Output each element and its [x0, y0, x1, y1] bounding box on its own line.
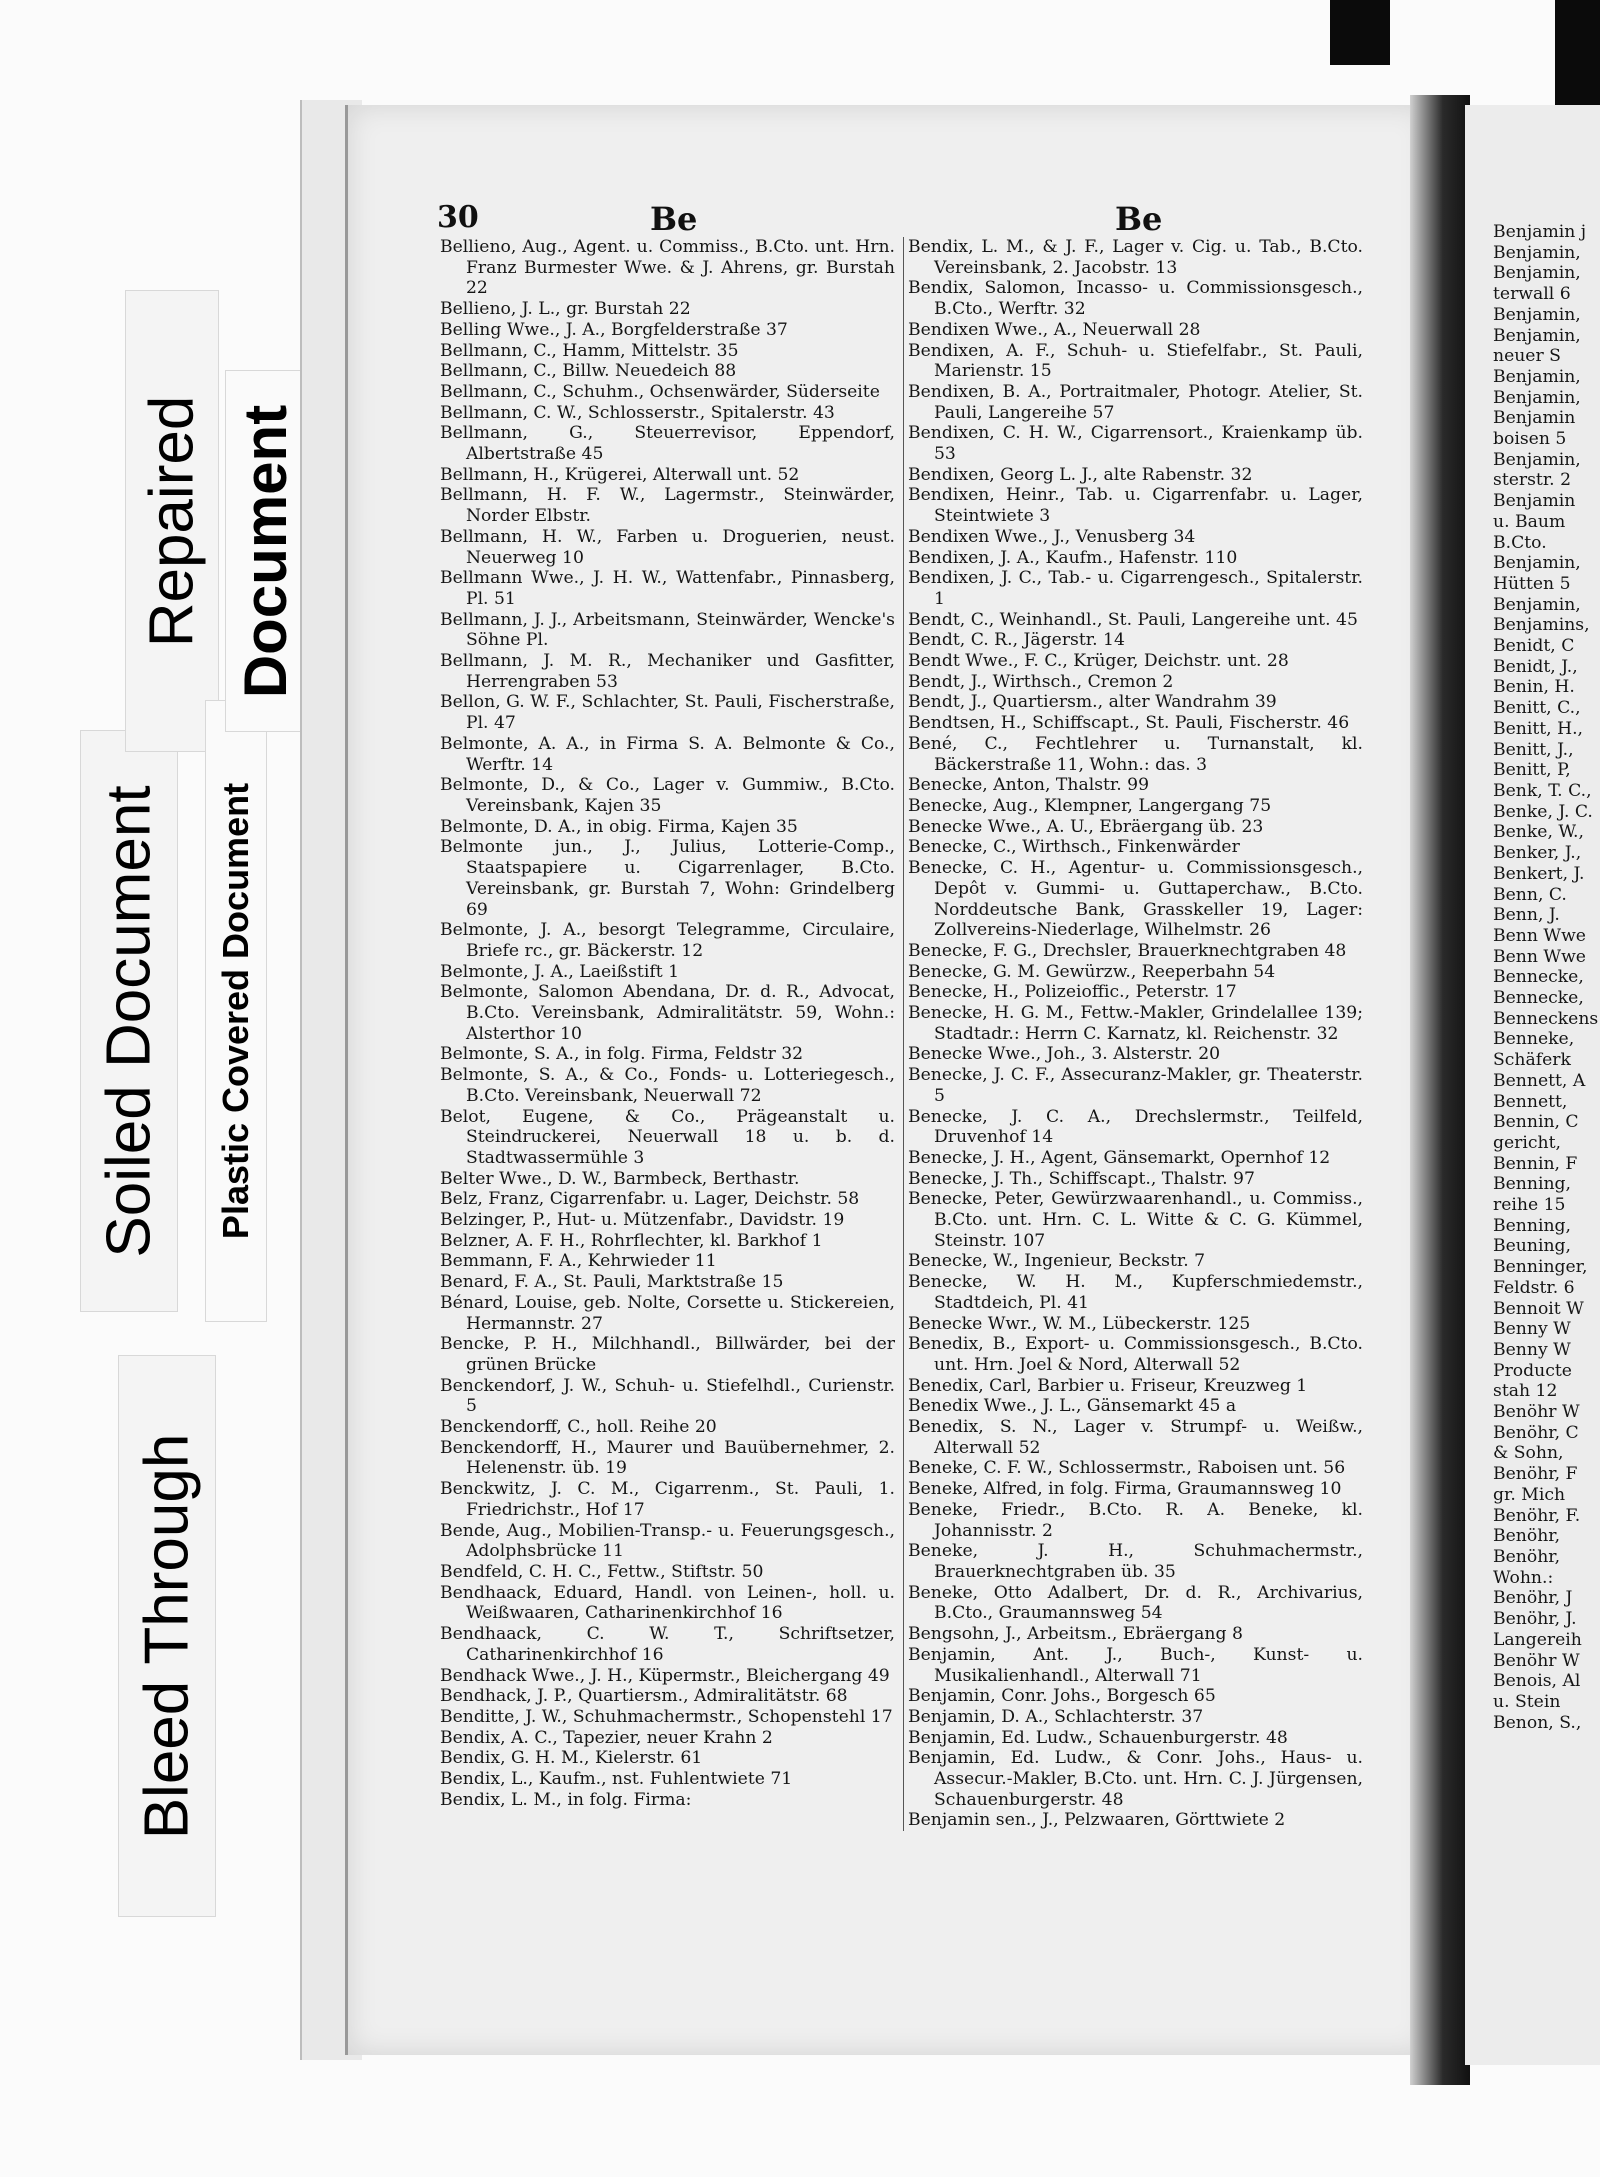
- directory-entry: Benecke Wwe., Joh., 3. Alsterstr. 20: [908, 1044, 1221, 1065]
- scan-shadow-top: [1330, 0, 1390, 65]
- directory-entry: Bellmann, H. F. W., Lagermstr., Steinwärder, Norder Elbstr.: [440, 485, 895, 527]
- directory-entry: Benecke, H. G. M., Fettw.-Makler, Grindelallee 139; Stadtadr.: Herrn C. Karnatz, kl. Reichenstr. 32: [908, 1003, 1363, 1044]
- facing-page-line: Benneckens: [1493, 1008, 1599, 1029]
- directory-entry: Bendixen, Heinr., Tab. u. Cigarrenfabr. u. Lager, Steintwiete 3: [908, 485, 1363, 527]
- directory-entry: Bellmann, C., Schuhm., Ochsenwärder, Süderseite: [440, 381, 880, 402]
- facing-page-line: Bennecke,: [1493, 988, 1584, 1009]
- facing-page-line: Benitt, J.,: [1493, 739, 1574, 760]
- directory-entry: Bendixen, B. A., Portraitmaler, Photogr. Atelier, St. Pauli, Langereihe 57: [908, 381, 1363, 423]
- directory-entry: Bendix, L. M., in folg. Firma:: [440, 1789, 692, 1810]
- directory-entry: Belmonte, Salomon Abendana, Dr. d. R., Advocat, B.Cto. Vereinsbank, Admiralitätstr. 59, Wohn.: Alsterthor 10: [440, 982, 895, 1044]
- facing-page-line: Benjamin j: [1493, 222, 1587, 242]
- directory-entry: Bendix, L., Kaufm., nst. Fuhlentwiete 71: [440, 1769, 793, 1790]
- directory-entry: Bellmann, C., Billw. Neuedeich 88: [440, 361, 737, 382]
- directory-entry: Benecke, J. Th., Schiffscapt., Thalstr. 97: [908, 1168, 1255, 1189]
- left-column-heading: Be: [650, 200, 698, 238]
- directory-entry: Bellieno, J. L., gr. Burstah 22: [440, 299, 691, 320]
- directory-entry: Benckendorf, J. W., Schuh- u. Stiefelhdl., Curienstr. 5: [440, 1375, 895, 1417]
- facing-page-line: Benninger,: [1493, 1257, 1588, 1278]
- directory-entry: Beneke, C. F. W., Schlossermstr., Raboisen unt. 56: [908, 1458, 1346, 1479]
- facing-page-fragments: [1493, 222, 1600, 1733]
- facing-page-line: Benke, J. C.: [1493, 801, 1593, 822]
- facing-page-line: Benöhr, C: [1493, 1422, 1579, 1443]
- plastic-covered-label: [205, 700, 267, 1322]
- facing-page-line: u. Baum: [1493, 511, 1566, 532]
- directory-entry: Benedix Wwe., J. L., Gänsemarkt 45 a: [908, 1396, 1237, 1417]
- facing-page-line: Benjamins,: [1493, 615, 1590, 636]
- facing-page-line: B.Cto.: [1493, 532, 1547, 553]
- directory-entry: Bendixen, Georg L. J., alte Rabenstr. 32: [908, 464, 1253, 485]
- directory-entry: Bellmann, C. W., Schlosserstr., Spitalerstr. 43: [440, 402, 835, 423]
- facing-page-line: Benneke,: [1493, 1029, 1575, 1050]
- facing-page-line: & Sohn,: [1493, 1443, 1564, 1464]
- facing-page-line: Wohn.:: [1493, 1567, 1554, 1588]
- facing-page-line: Benjamin,: [1493, 263, 1581, 284]
- facing-page-line: Benöhr W: [1493, 1650, 1580, 1671]
- directory-entry: Bellmann, G., Steuerrevisor, Eppendorf, Albertstraße 45: [440, 423, 895, 465]
- facing-page-line: Benois, Al: [1493, 1671, 1581, 1692]
- facing-page-line: gericht,: [1493, 1132, 1561, 1153]
- facing-page-line: Benn Wwe: [1493, 946, 1586, 967]
- facing-page-line: Bennin, C: [1493, 1112, 1579, 1133]
- directory-entry: Belmonte, J. A., Laeißstift 1: [440, 961, 680, 982]
- book-gutter: [1410, 95, 1470, 2085]
- page-number: 30: [437, 200, 479, 235]
- facing-page-line: gr. Mich: [1493, 1484, 1566, 1505]
- facing-page-line: Benidt, C: [1493, 636, 1575, 657]
- facing-page-line: Benning,: [1493, 1174, 1571, 1195]
- facing-page-line: Benjamin,: [1493, 366, 1581, 387]
- facing-page-line: Feldstr. 6: [1493, 1277, 1575, 1298]
- directory-entry: Benjamin, Conr. Johs., Borgesch 65: [908, 1686, 1216, 1707]
- directory-entry: Benard, F. A., St. Pauli, Marktstraße 15: [440, 1272, 784, 1293]
- directory-entry: Benecke, J. H., Agent, Gänsemarkt, Opernhof 12: [908, 1147, 1331, 1168]
- facing-page-line: Benon, S.,: [1493, 1712, 1582, 1733]
- facing-page-line: u. Stein: [1493, 1691, 1561, 1712]
- left-column-entries: [440, 237, 895, 1810]
- facing-page-line: Benöhr, J: [1493, 1588, 1573, 1609]
- directory-entry: Beneke, J. H., Schuhmachermstr., Brauerknechtgraben üb. 35: [908, 1541, 1363, 1582]
- directory-entry: Benecke, Anton, Thalstr. 99: [908, 775, 1150, 796]
- facing-page-line: Benning,: [1493, 1215, 1571, 1236]
- right-column-entries: [903, 237, 1363, 1831]
- directory-entry: Bellmann, J. J., Arbeitsmann, Steinwärder, Wencke's Söhne Pl.: [440, 609, 895, 651]
- directory-entry: Benjamin, D. A., Schlachterstr. 37: [908, 1706, 1204, 1727]
- facing-page-line: Benjamin,: [1493, 242, 1581, 263]
- bleed-through-text: Bleed Through: [132, 1433, 202, 1839]
- bleed-through-label: [118, 1355, 216, 1917]
- directory-entry: Bendt, J., Quartiersm., alter Wandrahm 39: [908, 692, 1277, 713]
- directory-entry: Benecke, Aug., Klempner, Langergang 75: [908, 795, 1272, 816]
- facing-page-line: Benker, J.,: [1493, 843, 1582, 864]
- directory-entry: Bendt, J., Wirthsch., Cremon 2: [908, 671, 1174, 692]
- facing-page-line: Benin, H.: [1493, 677, 1575, 698]
- facing-page-line: Bennecke,: [1493, 967, 1584, 988]
- directory-entry: Benckendorff, H., Maurer und Bauübernehmer, 2. Helenenstr. üb. 19: [440, 1437, 895, 1479]
- facing-page-line: Benkert, J.: [1493, 863, 1585, 884]
- directory-entry: Bellmann, H. W., Farben u. Droguerien, neust. Neuerweg 10: [440, 526, 895, 568]
- directory-entry: Benecke, W. H. M., Kupferschmiedemstr., Stadtdeich, Pl. 41: [908, 1272, 1363, 1313]
- directory-entry: Belmonte, A. A., in Firma S. A. Belmonte & Co., Werftr. 14: [440, 733, 895, 775]
- directory-entry: Belot, Eugene, & Co., Prägeanstalt u. Steindruckerei, Neuerwall 18 u. b. d. Stadtwassermühle 3: [440, 1106, 895, 1168]
- facing-page-line: Benjamin,: [1493, 594, 1581, 615]
- directory-entry: Bellon, G. W. F., Schlachter, St. Pauli, Fischerstraße, Pl. 47: [440, 692, 895, 734]
- facing-page-line: Benöhr, J.: [1493, 1609, 1577, 1630]
- directory-entry: Benecke, H., Polizeioffic., Peterstr. 17: [908, 982, 1237, 1003]
- facing-page-line: Benöhr W: [1493, 1402, 1580, 1423]
- facing-page-line: reihe 15: [1493, 1195, 1566, 1216]
- directory-entry: Benecke, C. H., Agentur- u. Commissionsgesch., Depôt v. Gummi- u. Guttaperchaw., B.Cto. Norddeutsche Bank, Grasskeller 19, Lager: Zollvereins-Niederlage, Wilhelmstr. 26: [908, 858, 1363, 941]
- directory-entry: Benecke, G. M. Gewürzw., Reeperbahn 54: [908, 961, 1276, 982]
- directory-entry: Bendhack, J. P., Quartiersm., Admiralitätstr. 68: [440, 1686, 848, 1707]
- directory-entry: Bendhack Wwe., J. H., Küpermstr., Bleichergang 49: [440, 1665, 890, 1686]
- directory-entry: Bendhaack, C. W. T., Schriftsetzer, Catharinenkirchhof 16: [440, 1624, 895, 1665]
- facing-page-line: terwall 6: [1493, 284, 1571, 305]
- facing-page-line: Schäferk: [1493, 1050, 1571, 1071]
- directory-entry: Belzner, A. F. H., Rohrflechter, kl. Barkhof 1: [440, 1230, 823, 1251]
- directory-entry: Belmonte jun., J., Julius, Lotterie-Comp., Staatspapiere u. Cigarrenlager, B.Cto. Vereinsbank, gr. Burstah 7, Wohn: Grindelberg 69: [440, 837, 895, 920]
- directory-entry: Benditte, J. W., Schuhmachermstr., Schopenstehl 17: [440, 1706, 893, 1727]
- directory-entry: Benedix, S. N., Lager v. Strumpf- u. Weißw., Alterwall 52: [908, 1417, 1363, 1458]
- directory-entry: Benckwitz, J. C. M., Cigarrenm., St. Pauli, 1. Friedrichstr., Hof 17: [440, 1479, 895, 1520]
- facing-page-line: Bennoit W: [1493, 1298, 1584, 1319]
- directory-entry: Bendix, L. M., & J. F., Lager v. Cig. u. Tab., B.Cto. Vereinsbank, 2. Jacobstr. 13: [908, 237, 1363, 278]
- directory-entry: Benecke Wwr., W. M., Lübeckerstr. 125: [908, 1313, 1251, 1334]
- facing-page-line: Benjamin: [1493, 491, 1576, 512]
- directory-entry: Belmonte, J. A., besorgt Telegramme, Circulaire, Briefe rc., gr. Bäckerstr. 12: [440, 920, 895, 961]
- directory-entry: Bendix, G. H. M., Kielerstr. 61: [440, 1748, 703, 1769]
- facing-page-line: boisen 5: [1493, 429, 1567, 450]
- facing-page-line: Benn, J.: [1493, 905, 1560, 926]
- directory-entry: Bendixen Wwe., J., Venusberg 34: [908, 526, 1196, 547]
- directory-entry: Bellieno, Aug., Agent. u. Commiss., B.Cto. unt. Hrn. Franz Burmester Wwe. & J. Ahrens, gr. Burstah 22: [440, 237, 895, 299]
- facing-page-line: Benjamin,: [1493, 387, 1581, 408]
- facing-page-line: Langereih: [1493, 1629, 1582, 1650]
- directory-entry: Beneke, Alfred, in folg. Firma, Graumannsweg 10: [908, 1479, 1342, 1500]
- directory-entry: Belmonte, S. A., & Co., Fonds- u. Lotteriegesch., B.Cto. Vereinsbank, Neuerwall 72: [440, 1065, 895, 1106]
- directory-entry: Bellmann, H., Krügerei, Alterwall unt. 52: [440, 464, 800, 485]
- directory-entry: Belmonte, D., & Co., Lager v. Gummiw., B.Cto. Vereinsbank, Kajen 35: [440, 775, 895, 816]
- directory-entry: Bellmann, C., Hamm, Mittelstr. 35: [440, 340, 739, 361]
- facing-page-line: Bennin, F: [1493, 1153, 1578, 1174]
- repaired-text: Repaired: [137, 395, 207, 647]
- directory-entry: Benedix, B., Export- u. Commissionsgesch., B.Cto. unt. Hrn. Joel & Nord, Alterwall 52: [908, 1334, 1363, 1375]
- directory-entry: Bendt Wwe., F. C., Krüger, Deichstr. unt. 28: [908, 651, 1289, 672]
- directory-entry: Bénard, Louise, geb. Nolte, Corsette u. Stickereien, Hermannstr. 27: [440, 1292, 895, 1334]
- facing-page-line: Benn Wwe: [1493, 925, 1586, 946]
- directory-entry: Bellmann Wwe., J. H. W., Wattenfabr., Pinnasberg, Pl. 51: [440, 568, 895, 609]
- directory-entry: Belter Wwe., D. W., Barmbeck, Berthastr.: [440, 1168, 800, 1189]
- facing-page-line: Hütten 5: [1493, 573, 1571, 594]
- directory-entry: Belling Wwe., J. A., Borgfelderstraße 37: [440, 319, 788, 340]
- directory-entry: Bendix, Salomon, Incasso- u. Commissionsgesch., B.Cto., Werftr. 32: [908, 278, 1363, 320]
- facing-page-line: Benjamin,: [1493, 449, 1581, 470]
- repaired-label: [125, 290, 219, 752]
- directory-entry: Bendt, C. R., Jägerstr. 14: [908, 630, 1125, 651]
- directory-entry: Bencke, P. H., Milchhandl., Billwärder, bei der grünen Brücke: [440, 1334, 895, 1375]
- soiled-document-label: [80, 730, 178, 1312]
- directory-entry: Bendtsen, H., Schiffscapt., St. Pauli, Fischerstr. 46: [908, 713, 1350, 734]
- facing-page-line: Benitt, C.,: [1493, 698, 1581, 719]
- directory-entry: Benjamin sen., J., Pelzwaaren, Görttwiete 2: [908, 1810, 1286, 1831]
- directory-entry: Benecke, Peter, Gewürzwaarenhandl., u. Commiss., B.Cto. unt. Hrn. C. L. Witte & C. G. Kümmel, Steinstr. 107: [908, 1189, 1363, 1251]
- directory-entry: Beneke, Otto Adalbert, Dr. d. R., Archivarius, B.Cto., Graumannsweg 54: [908, 1582, 1363, 1624]
- soiled-document-text: Soiled Document: [94, 784, 164, 1258]
- directory-entry: Benecke, W., Ingenieur, Beckstr. 7: [908, 1251, 1206, 1272]
- directory-entry: Bendixen, J. C., Tab.- u. Cigarrengesch., Spitalerstr. 1: [908, 568, 1363, 609]
- directory-entry: Bellmann, J. M. R., Mechaniker und Gasfitter, Herrengraben 53: [440, 651, 895, 692]
- directory-entry: Benjamin, Ed. Ludw., Schauenburgerstr. 48: [908, 1727, 1288, 1748]
- right-column-heading: Be: [1115, 200, 1163, 238]
- directory-entry: Benecke Wwe., A. U., Ebräergang üb. 23: [908, 816, 1264, 837]
- facing-page-line: Benn, C.: [1493, 884, 1567, 905]
- directory-entry: Benedix, Carl, Barbier u. Friseur, Kreuzweg 1: [908, 1375, 1308, 1396]
- facing-page-line: Benöhr,: [1493, 1547, 1561, 1567]
- facing-page-line: Benk, T. C.,: [1493, 780, 1592, 801]
- facing-page-line: Producte: [1493, 1360, 1572, 1381]
- facing-page-line: Benjamin: [1493, 408, 1576, 429]
- facing-page-line: Bennett,: [1493, 1091, 1568, 1112]
- document-text: Document: [232, 404, 300, 698]
- directory-entry: Belmonte, D. A., in obig. Firma, Kajen 35: [440, 816, 798, 837]
- facing-page-line: Benny W: [1493, 1339, 1571, 1360]
- directory-entry: Benecke, F. G., Drechsler, Brauerknechtgraben 48: [908, 940, 1347, 961]
- directory-entry: Belz, Franz, Cigarrenfabr. u. Lager, Deichstr. 58: [440, 1189, 860, 1210]
- facing-page-line: Benöhr, F.: [1493, 1505, 1581, 1526]
- directory-entry: Belmonte, S. A., in folg. Firma, Feldstr 32: [440, 1044, 804, 1065]
- facing-page-line: Benöhr,: [1493, 1526, 1561, 1547]
- facing-page-line: Benitt, P,: [1493, 760, 1571, 781]
- directory-entry: Bendixen Wwe., A., Neuerwall 28: [908, 319, 1201, 340]
- facing-page-line: Benöhr, F: [1493, 1464, 1578, 1485]
- directory-entry: Benecke, J. C. A., Drechslermstr., Teilfeld, Druvenhof 14: [908, 1106, 1363, 1148]
- directory-entry: Beneke, Friedr., B.Cto. R. A. Beneke, kl. Johannisstr. 2: [908, 1499, 1363, 1541]
- directory-entry: Bendix, A. C., Tapezier, neuer Krahn 2: [440, 1727, 773, 1748]
- facing-page-line: neuer S: [1493, 346, 1561, 367]
- directory-entry: Bendixen, C. H. W., Cigarrensort., Kraienkamp üb. 53: [908, 423, 1363, 465]
- facing-page-line: Benidt, J.,: [1493, 656, 1578, 677]
- facing-page-line: Benjamin,: [1493, 325, 1581, 346]
- directory-entry: Bendt, C., Weinhandl., St. Pauli, Langereihe unt. 45: [908, 609, 1358, 630]
- directory-entry: Benjamin, Ant. J., Buch-, Kunst- u. Musikalienhandl., Alterwall 71: [908, 1644, 1363, 1686]
- directory-entry: Bendixen, J. A., Kaufm., Hafenstr. 110: [908, 547, 1238, 568]
- directory-entry: Bené, C., Fechtlehrer u. Turnanstalt, kl. Bäckerstraße 11, Wohn.: das. 3: [908, 733, 1363, 775]
- facing-page-line: Benke, W.,: [1493, 822, 1584, 843]
- directory-entry: Benckendorff, C., holl. Reihe 20: [440, 1417, 717, 1438]
- directory-entry: Benjamin, Ed. Ludw., & Conr. Johs., Haus- u. Assecur.-Makler, B.Cto. unt. Hrn. C. J. Jürgensen, Schauenburgerstr. 48: [908, 1748, 1363, 1810]
- facing-page-line: Bennett, A: [1493, 1070, 1586, 1091]
- directory-entry: Bende, Aug., Mobilien-Transp.- u. Feuerungsgesch., Adolphsbrücke 11: [440, 1520, 895, 1562]
- directory-entry: Benecke, C., Wirthsch., Finkenwärder: [908, 837, 1240, 858]
- facing-page-line: Beuning,: [1493, 1236, 1571, 1257]
- facing-page-line: stah 12: [1493, 1381, 1558, 1402]
- directory-entry: Benecke, J. C. F., Assecuranz-Makler, gr. Theaterstr. 5: [908, 1065, 1363, 1106]
- directory-entry: Belzinger, P., Hut- u. Mützenfabr., Davidstr. 19: [440, 1210, 845, 1231]
- directory-entry: Bendhaack, Eduard, Handl. von Leinen-, holl. u. Weißwaaren, Catharinenkirchhof 16: [440, 1582, 895, 1624]
- facing-page-line: Benjamin,: [1493, 304, 1581, 325]
- facing-page-line: sterstr. 2: [1493, 470, 1572, 491]
- facing-page-line: Benny W: [1493, 1319, 1571, 1340]
- facing-page-line: Benjamin,: [1493, 553, 1581, 574]
- plastic-covered-text: Plastic Covered Document: [215, 782, 257, 1240]
- directory-entry: Bengsohn, J., Arbeitsm., Ebräergang 8: [908, 1624, 1243, 1645]
- facing-page-line: Benitt, H.,: [1493, 718, 1584, 739]
- directory-entry: Bendfeld, C. H. C., Fettw., Stiftstr. 50: [440, 1562, 764, 1582]
- document-label: [225, 370, 307, 732]
- directory-entry: Bendixen, A. F., Schuh- u. Stiefelfabr., St. Pauli, Marienstr. 15: [908, 340, 1363, 382]
- directory-entry: Bemmann, F. A., Kehrwieder 11: [440, 1251, 717, 1272]
